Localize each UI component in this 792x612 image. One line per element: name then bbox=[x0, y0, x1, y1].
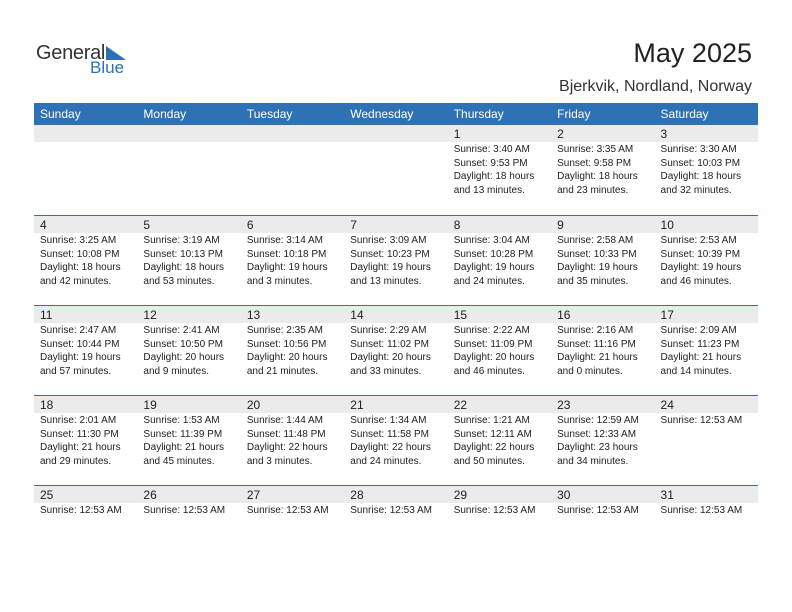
day-info-line: Sunrise: 3:30 AM bbox=[660, 144, 737, 155]
day-info-line: Sunset: 12:11 AM bbox=[453, 428, 532, 440]
day-info-line: and 14 minutes. bbox=[660, 365, 732, 377]
day-cell bbox=[137, 396, 240, 485]
day-info-line: and 24 minutes. bbox=[350, 455, 422, 467]
day-number: 23 bbox=[551, 396, 654, 413]
day-cell bbox=[34, 125, 137, 215]
day-info-line: Sunset: 11:48 PM bbox=[246, 428, 326, 440]
weekday-wednesday: Wednesday bbox=[350, 107, 414, 121]
day-info-line: Sunset: 11:16 PM bbox=[557, 338, 636, 350]
day-number: 21 bbox=[344, 396, 447, 413]
day-info bbox=[448, 504, 551, 518]
day-info-line: Daylight: 19 hours bbox=[40, 352, 121, 363]
day-info-line: Daylight: 20 hours bbox=[350, 352, 431, 363]
weekday-tuesday: Tuesday bbox=[246, 107, 293, 121]
day-info bbox=[448, 324, 551, 378]
day-cell bbox=[551, 486, 654, 575]
day-info bbox=[344, 324, 447, 378]
day-number: 4 bbox=[34, 216, 137, 233]
day-info bbox=[448, 414, 551, 468]
day-number: 19 bbox=[137, 396, 240, 413]
day-cell bbox=[241, 306, 344, 395]
day-info bbox=[137, 324, 240, 378]
day-info-line: Sunrise: 3:14 AM bbox=[246, 235, 323, 246]
day-info-line: Sunrise: 12:53 AM bbox=[453, 505, 536, 516]
day-number: 29 bbox=[448, 486, 551, 503]
day-cell bbox=[34, 486, 137, 575]
day-info-line: Sunset: 10:39 PM bbox=[660, 248, 741, 260]
day-info-line: and 13 minutes. bbox=[350, 275, 422, 287]
day-info bbox=[344, 414, 447, 468]
day-cell bbox=[655, 396, 758, 485]
day-info-line: Daylight: 19 hours bbox=[660, 262, 742, 273]
day-info-line: Daylight: 18 hours bbox=[143, 262, 225, 273]
day-info-line: Sunset: 11:30 PM bbox=[40, 428, 119, 440]
day-info-line: and 32 minutes. bbox=[660, 184, 732, 196]
day-cell bbox=[448, 216, 551, 305]
day-info bbox=[34, 414, 137, 468]
day-number: 2 bbox=[551, 125, 654, 142]
day-info-line: Sunrise: 1:21 AM bbox=[453, 415, 530, 426]
day-info-line: and 34 minutes. bbox=[557, 455, 629, 467]
day-info bbox=[34, 234, 137, 288]
day-cell bbox=[34, 396, 137, 485]
day-info bbox=[655, 324, 758, 378]
calendar-week bbox=[34, 395, 758, 485]
day-number: 1 bbox=[448, 125, 551, 142]
day-number: 5 bbox=[137, 216, 240, 233]
weekday-sunday: Sunday bbox=[40, 107, 81, 121]
page-title: May 2025 bbox=[633, 38, 752, 68]
day-info-line: Sunrise: 12:53 AM bbox=[40, 505, 122, 516]
weekday-header bbox=[34, 103, 758, 125]
day-info-line: Daylight: 19 hours bbox=[453, 262, 535, 273]
calendar-week bbox=[34, 305, 758, 395]
day-info-line: Sunrise: 3:40 AM bbox=[453, 144, 530, 155]
day-info bbox=[448, 143, 551, 197]
day-info-line: Sunset: 10:33 PM bbox=[557, 248, 637, 260]
day-info-line: and 42 minutes. bbox=[40, 275, 112, 287]
day-info-line: Sunset: 10:56 PM bbox=[246, 338, 327, 350]
day-cell bbox=[344, 486, 447, 575]
day-info-line: and 21 minutes. bbox=[246, 365, 319, 377]
day-info-line: Daylight: 19 hours bbox=[246, 262, 328, 273]
day-info-line: Sunrise: 12:53 AM bbox=[350, 505, 432, 516]
day-number: 14 bbox=[344, 306, 447, 323]
day-number: 25 bbox=[34, 486, 137, 503]
day-cell bbox=[344, 216, 447, 305]
day-number: 11 bbox=[34, 306, 137, 323]
day-info-line: Sunrise: 12:53 AM bbox=[246, 505, 329, 516]
day-cell bbox=[551, 216, 654, 305]
day-info bbox=[241, 414, 344, 468]
day-info-line: and 9 minutes. bbox=[143, 365, 210, 377]
day-info-line: Sunrise: 3:25 AM bbox=[40, 235, 117, 246]
day-info bbox=[655, 143, 758, 197]
day-info-line: Daylight: 22 hours bbox=[350, 442, 431, 453]
day-number: 3 bbox=[655, 125, 758, 142]
day-info-line: Sunset: 11:02 PM bbox=[350, 338, 430, 350]
day-info-line: Sunrise: 12:53 AM bbox=[660, 505, 743, 516]
day-info-line: Sunrise: 12:59 AM bbox=[557, 415, 639, 426]
day-info-line: Sunset: 11:09 PM bbox=[453, 338, 533, 350]
day-info-line: and 3 minutes. bbox=[246, 275, 313, 287]
day-info-line: and 45 minutes. bbox=[143, 455, 215, 467]
day-number: 20 bbox=[241, 396, 344, 413]
day-info-line: Sunset: 12:33 AM bbox=[557, 428, 637, 440]
day-number bbox=[34, 125, 137, 142]
calendar-week bbox=[34, 485, 758, 575]
day-info-line: Sunset: 10:08 PM bbox=[40, 248, 120, 260]
day-number bbox=[137, 125, 240, 142]
day-cell bbox=[137, 306, 240, 395]
day-number: 24 bbox=[655, 396, 758, 413]
day-info-line: Sunrise: 3:35 AM bbox=[557, 144, 634, 155]
day-info-line: Daylight: 18 hours bbox=[660, 171, 742, 182]
day-number: 8 bbox=[448, 216, 551, 233]
day-cell bbox=[344, 306, 447, 395]
day-cell bbox=[344, 125, 447, 215]
day-info-line: Sunset: 10:18 PM bbox=[246, 248, 327, 260]
calendar-week bbox=[34, 215, 758, 305]
day-number: 16 bbox=[551, 306, 654, 323]
logo-text-general: General bbox=[36, 42, 106, 64]
day-info-line: and 46 minutes. bbox=[453, 365, 525, 377]
day-info bbox=[551, 234, 654, 288]
day-cell bbox=[448, 396, 551, 485]
day-info-line: Daylight: 23 hours bbox=[557, 442, 638, 453]
day-info bbox=[551, 504, 654, 518]
day-info-line: Sunset: 10:28 PM bbox=[453, 248, 534, 260]
day-info-line: Sunset: 10:44 PM bbox=[40, 338, 120, 350]
day-info-line: Sunrise: 12:53 AM bbox=[143, 505, 226, 516]
logo-text-blue: Blue bbox=[90, 58, 125, 77]
day-number: 31 bbox=[655, 486, 758, 503]
day-cell bbox=[655, 125, 758, 215]
day-info-line: Daylight: 21 hours bbox=[143, 442, 225, 453]
day-info bbox=[137, 234, 240, 288]
day-info-line: and 23 minutes. bbox=[557, 184, 629, 196]
day-info bbox=[241, 234, 344, 288]
day-cell bbox=[137, 486, 240, 575]
day-number: 7 bbox=[344, 216, 447, 233]
day-number: 26 bbox=[137, 486, 240, 503]
day-info-line: and 29 minutes. bbox=[40, 455, 112, 467]
day-cell bbox=[655, 306, 758, 395]
day-info-line: Daylight: 18 hours bbox=[557, 171, 638, 182]
day-info-line: Daylight: 19 hours bbox=[557, 262, 638, 273]
day-info-line: Sunrise: 2:41 AM bbox=[143, 325, 220, 336]
day-info-line: Sunset: 11:23 PM bbox=[660, 338, 740, 350]
day-number bbox=[344, 125, 447, 142]
day-info bbox=[655, 414, 758, 428]
day-info-line: Daylight: 22 hours bbox=[453, 442, 535, 453]
day-info-line: Daylight: 18 hours bbox=[453, 171, 535, 182]
day-number: 27 bbox=[241, 486, 344, 503]
day-number: 6 bbox=[241, 216, 344, 233]
day-info-line: Sunrise: 3:04 AM bbox=[453, 235, 530, 246]
weekday-friday: Friday bbox=[557, 107, 591, 121]
day-number bbox=[241, 125, 344, 142]
day-info-line: Sunrise: 2:53 AM bbox=[660, 235, 737, 246]
day-info-line: Sunrise: 2:22 AM bbox=[453, 325, 530, 336]
day-number: 13 bbox=[241, 306, 344, 323]
day-info-line: Sunrise: 1:44 AM bbox=[246, 415, 323, 426]
day-info-line: Sunrise: 1:34 AM bbox=[350, 415, 427, 426]
day-info-line: and 13 minutes. bbox=[453, 184, 525, 196]
day-number: 15 bbox=[448, 306, 551, 323]
day-info bbox=[655, 504, 758, 518]
day-info bbox=[448, 234, 551, 288]
day-info-line: Daylight: 21 hours bbox=[557, 352, 638, 363]
day-info-line: and 24 minutes. bbox=[453, 275, 525, 287]
day-info bbox=[137, 504, 240, 518]
day-info bbox=[344, 504, 447, 518]
day-info bbox=[551, 143, 654, 197]
day-number: 9 bbox=[551, 216, 654, 233]
day-info-line: and 33 minutes. bbox=[350, 365, 422, 377]
day-number: 12 bbox=[137, 306, 240, 323]
day-info-line: Daylight: 22 hours bbox=[246, 442, 328, 453]
day-info-line: Sunset: 10:50 PM bbox=[143, 338, 223, 350]
day-info bbox=[241, 324, 344, 378]
day-info-line: Sunrise: 2:58 AM bbox=[557, 235, 634, 246]
day-info-line: Sunset: 9:53 PM bbox=[453, 157, 528, 169]
day-info-line: Sunrise: 2:16 AM bbox=[557, 325, 634, 336]
day-info-line: Sunset: 11:39 PM bbox=[143, 428, 223, 440]
day-info bbox=[551, 414, 654, 468]
day-cell bbox=[551, 396, 654, 485]
day-cell bbox=[34, 216, 137, 305]
day-info-line: Sunrise: 3:19 AM bbox=[143, 235, 220, 246]
day-info-line: Daylight: 21 hours bbox=[660, 352, 742, 363]
day-info-line: Daylight: 20 hours bbox=[246, 352, 328, 363]
day-number: 22 bbox=[448, 396, 551, 413]
day-cell bbox=[551, 125, 654, 215]
weekday-saturday: Saturday bbox=[660, 107, 709, 121]
day-info-line: and 3 minutes. bbox=[246, 455, 313, 467]
day-cell bbox=[241, 125, 344, 215]
day-cell bbox=[241, 216, 344, 305]
day-cell bbox=[137, 216, 240, 305]
weekday-thursday: Thursday bbox=[453, 107, 504, 121]
day-cell bbox=[448, 306, 551, 395]
day-info bbox=[344, 234, 447, 288]
calendar-grid bbox=[34, 125, 758, 575]
day-info bbox=[241, 504, 344, 518]
day-info-line: and 46 minutes. bbox=[660, 275, 732, 287]
day-cell bbox=[34, 306, 137, 395]
day-info-line: Daylight: 20 hours bbox=[143, 352, 225, 363]
day-cell bbox=[551, 306, 654, 395]
day-number: 17 bbox=[655, 306, 758, 323]
day-cell bbox=[344, 396, 447, 485]
day-cell bbox=[655, 486, 758, 575]
day-info-line: Sunrise: 3:09 AM bbox=[350, 235, 427, 246]
day-cell bbox=[137, 125, 240, 215]
day-info-line: Sunset: 10:13 PM bbox=[143, 248, 223, 260]
day-cell bbox=[448, 486, 551, 575]
day-info-line: and 53 minutes. bbox=[143, 275, 215, 287]
day-info-line: Sunrise: 2:35 AM bbox=[246, 325, 323, 336]
day-info-line: Daylight: 19 hours bbox=[350, 262, 431, 273]
day-number: 30 bbox=[551, 486, 654, 503]
brand-logo bbox=[36, 42, 136, 82]
day-info-line: and 57 minutes. bbox=[40, 365, 112, 377]
day-info-line: and 50 minutes. bbox=[453, 455, 525, 467]
location-subtitle: Bjerkvik, Nordland, Norway bbox=[559, 78, 752, 95]
day-info-line: Sunrise: 2:29 AM bbox=[350, 325, 427, 336]
day-info-line: Sunrise: 2:47 AM bbox=[40, 325, 117, 336]
day-info-line: Daylight: 21 hours bbox=[40, 442, 121, 453]
day-cell bbox=[241, 486, 344, 575]
day-info-line: Sunset: 10:23 PM bbox=[350, 248, 430, 260]
day-info-line: Sunrise: 1:53 AM bbox=[143, 415, 220, 426]
day-info-line: Sunrise: 2:01 AM bbox=[40, 415, 117, 426]
day-info-line: Sunrise: 12:53 AM bbox=[660, 415, 743, 426]
day-info-line: Daylight: 20 hours bbox=[453, 352, 535, 363]
day-info-line: Daylight: 18 hours bbox=[40, 262, 121, 273]
day-number: 18 bbox=[34, 396, 137, 413]
day-info-line: Sunrise: 12:53 AM bbox=[557, 505, 639, 516]
day-info-line: Sunset: 10:03 PM bbox=[660, 157, 741, 169]
day-info bbox=[655, 234, 758, 288]
day-cell bbox=[241, 396, 344, 485]
day-info-line: Sunrise: 2:09 AM bbox=[660, 325, 737, 336]
day-info-line: and 35 minutes. bbox=[557, 275, 629, 287]
day-info bbox=[34, 324, 137, 378]
day-info bbox=[551, 324, 654, 378]
day-number: 28 bbox=[344, 486, 447, 503]
day-cell bbox=[448, 125, 551, 215]
day-number: 10 bbox=[655, 216, 758, 233]
day-cell bbox=[655, 216, 758, 305]
day-info-line: Sunset: 11:58 PM bbox=[350, 428, 430, 440]
day-info bbox=[137, 414, 240, 468]
day-info-line: Sunset: 9:58 PM bbox=[557, 157, 632, 169]
day-info-line: and 0 minutes. bbox=[557, 365, 623, 377]
calendar-week bbox=[34, 125, 758, 215]
weekday-monday: Monday bbox=[143, 107, 187, 121]
day-info bbox=[34, 504, 137, 518]
